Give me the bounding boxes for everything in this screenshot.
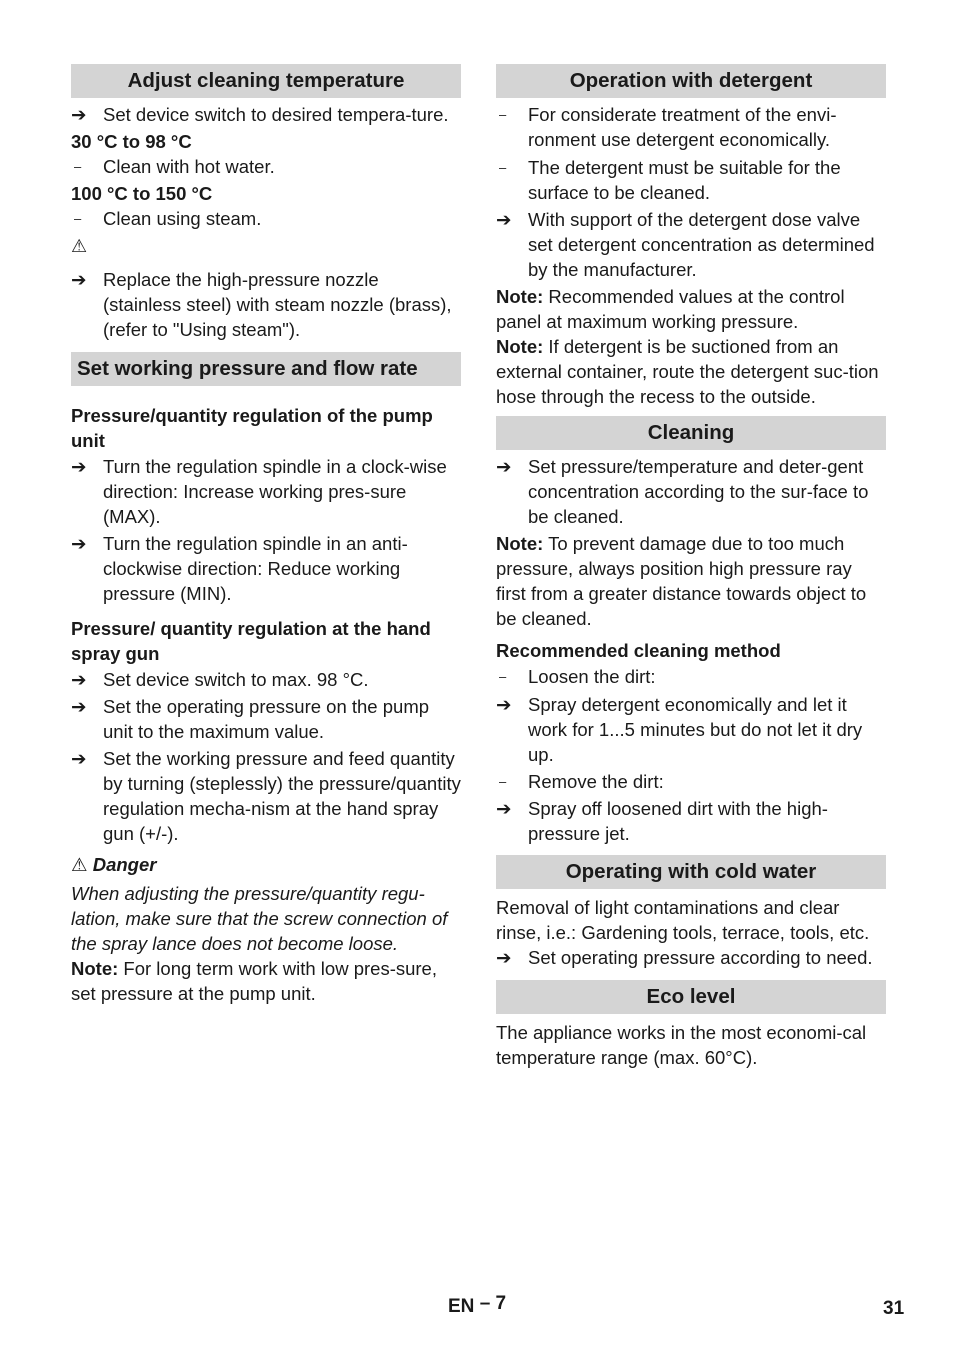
step: ➔ Set operating pressure according to need. bbox=[496, 947, 873, 968]
dash-icon: – bbox=[74, 211, 82, 226]
step: ➔ With support of the detergent dose valve set detergent concentration as determined by the manufacturer. bbox=[496, 209, 875, 280]
warning-icon: ⚠ bbox=[71, 236, 88, 256]
warning-icon: ⚠ bbox=[71, 854, 88, 875]
right-column bbox=[496, 64, 886, 1070]
list-item: – Clean with hot water. bbox=[71, 154, 461, 179]
step: ➔ Set the operating pressure on the pump unit to the maximum value. bbox=[71, 696, 430, 742]
dash-icon: – bbox=[74, 159, 82, 174]
step: ➔ Set device switch to max. 98 °C. bbox=[71, 669, 369, 690]
step: ➔ Spray off loosened dirt with the high-pressure jet. bbox=[496, 798, 828, 844]
note: Note: To prevent damage due to too much pressure, always position high pressure ray first from a greater distance towards object to be cleaned. bbox=[496, 533, 867, 629]
dash-icon: – bbox=[499, 160, 507, 175]
arrow-icon: ➔ bbox=[71, 269, 87, 290]
arrow-icon: ➔ bbox=[496, 694, 512, 715]
section-heading-working-pressure: Set working pressure and flow rate bbox=[71, 352, 461, 386]
section-heading-adjust-temperature: Adjust cleaning temperature bbox=[71, 64, 461, 98]
section-heading-cleaning: Cleaning bbox=[496, 416, 886, 450]
danger-heading: ⚠ Danger bbox=[71, 854, 157, 875]
section-heading-eco-level: Eco level bbox=[496, 980, 886, 1014]
arrow-icon: ➔ bbox=[71, 456, 87, 477]
arrow-icon: ➔ bbox=[496, 456, 512, 477]
step: ➔ Set device switch to desired tempera-ture. bbox=[71, 104, 449, 125]
dash-icon: – bbox=[499, 774, 507, 789]
subheading-pump-unit: Pressure/quantity regulation of the pump unit bbox=[71, 405, 433, 451]
page-number: 31 bbox=[883, 1298, 905, 1319]
list-item: – Loosen the dirt: bbox=[496, 664, 886, 689]
subheading-hand-spray-gun: Pressure/ quantity regulation at the hand spray gun bbox=[71, 618, 431, 664]
dash-icon: – bbox=[499, 669, 507, 684]
step: ➔ Turn the regulation spindle in an anti-clockwise direction: Reduce working pressure (MIN). bbox=[71, 533, 408, 604]
note: Note: For long term work with low pres-sure, set pressure at the pump unit. bbox=[71, 958, 437, 1004]
section-heading-detergent: Operation with detergent bbox=[496, 64, 886, 98]
paragraph: The appliance works in the most economi-cal temperature range (max. 60°C). bbox=[496, 1022, 867, 1068]
section-heading-cold-water: Operating with cold water bbox=[496, 855, 886, 889]
list-item: – The detergent must be suitable for the surface to be cleaned. bbox=[496, 155, 886, 205]
list-item: – Remove the dirt: bbox=[496, 769, 886, 794]
arrow-icon: ➔ bbox=[496, 209, 512, 230]
left-column bbox=[71, 64, 461, 1006]
arrow-icon: ➔ bbox=[71, 104, 87, 125]
list-item: – Clean using steam. bbox=[71, 206, 461, 231]
paragraph: Removal of light contaminations and clear rinse, i.e.: Gardening tools, terrace, tools, etc. bbox=[496, 897, 870, 943]
arrow-icon: ➔ bbox=[496, 798, 512, 819]
step: ➔ Turn the regulation spindle in a clock-wise direction: Increase working pres-sure (MAX). bbox=[71, 456, 447, 527]
step: ➔ Set pressure/temperature and deter-gent concentration according to the sur-face to be cleaned. bbox=[496, 456, 869, 527]
subheading-cleaning-method: Recommended cleaning method bbox=[496, 640, 781, 661]
arrow-icon: ➔ bbox=[71, 533, 87, 554]
step: ➔ Replace the high-pressure nozzle (stainless steel) with steam nozzle (brass), (refer to "Using steam"). bbox=[71, 269, 452, 340]
arrow-icon: ➔ bbox=[71, 748, 87, 769]
step: ➔ Set the working pressure and feed quantity by turning (steplessly) the pressure/quantity regulation mecha-nism at the hand spray gun (+/-). bbox=[71, 748, 461, 844]
temperature-range-heading: 30 °C to 98 °C bbox=[71, 131, 192, 152]
arrow-icon: ➔ bbox=[71, 669, 87, 690]
step: ➔ Spray detergent economically and let it work for 1...5 minutes but do not let it dry up. bbox=[496, 694, 863, 765]
list-item: – For considerate treatment of the envi-ronment use detergent economically. bbox=[496, 102, 886, 152]
arrow-icon: ➔ bbox=[496, 947, 512, 968]
dash-icon: – bbox=[499, 107, 507, 122]
note: Note: Recommended values at the control panel at maximum working pressure. bbox=[496, 286, 845, 332]
danger-text: When adjusting the pressure/quantity regu-lation, make sure that the screw connection of the spray lance does not become loose. bbox=[71, 883, 448, 954]
temperature-range-heading: 100 °C to 150 °C bbox=[71, 183, 213, 204]
arrow-icon: ➔ bbox=[71, 696, 87, 717]
footer-section-page: EN – 7 bbox=[448, 1293, 507, 1317]
warning-row bbox=[71, 233, 461, 259]
note: Note: If detergent is be suctioned from an external container, route the detergent suc-tion hose through the recess to the outside. bbox=[496, 336, 879, 407]
